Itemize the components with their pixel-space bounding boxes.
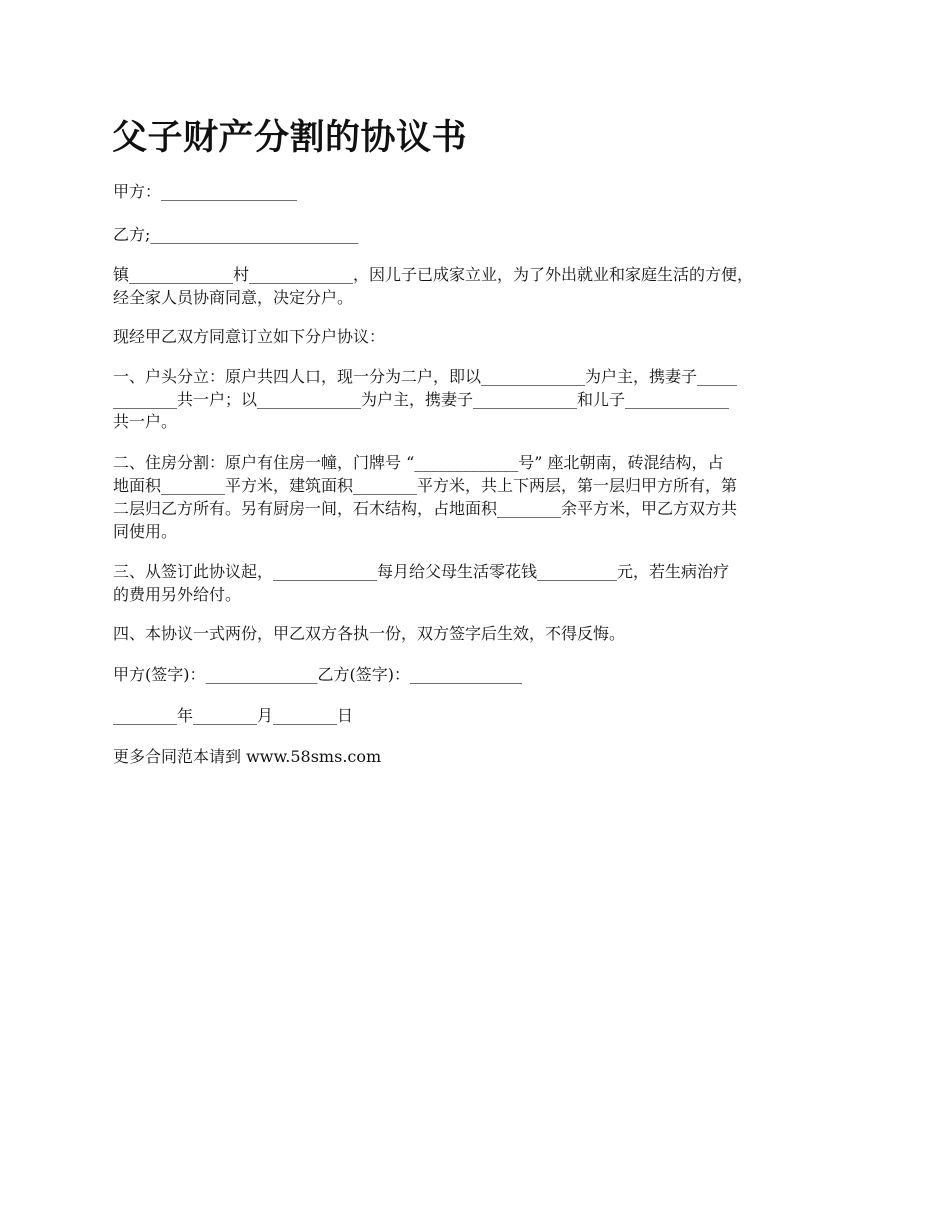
- clause-2-line-4: 同使用。: [113, 522, 178, 541]
- clause-3-line-1: 三、从签订此协议起，_____________每月给父母生活零花钱__________元，若生病治疗: [113, 562, 730, 581]
- clause-2-line-2: 地面积________平方米，建筑面积________平方米，共上下两层，第一层归甲方所有，第: [113, 476, 738, 495]
- date-line: ________年________月________日: [113, 706, 354, 725]
- intro-paragraph-line-1: 镇_____________村_____________，因儿子已成家立业，为了外出就业和家庭生活的方便，: [113, 265, 754, 284]
- clause-1-line-2: ________共一户；以_____________为户主，携妻子_____________和儿子_____________: [113, 390, 730, 409]
- clause-4: 四、本协议一式两份，甲乙双方各执一份，双方签字后生效，不得反悔。: [113, 624, 626, 643]
- document-title: 父子财产分割的协议书: [112, 118, 468, 158]
- agreement-intro: 现经甲乙双方同意订立如下分户协议：: [113, 327, 386, 346]
- clause-2-line-3: 二层归乙方所有。另有厨房一间，石木结构，占地面积________余平方米，甲乙方双方共: [113, 499, 738, 518]
- footer-link-text: 更多合同范本请到 www.58sms.com: [113, 747, 382, 766]
- clause-1-line-1: 一、户头分立：原户共四人口，现一分为二户，即以_____________为户主，携妻子_____: [113, 367, 738, 386]
- party-a-line: 甲方：_________________: [113, 182, 298, 201]
- intro-paragraph-line-2: 经全家人员协商同意，决定分户。: [113, 288, 354, 307]
- clause-1-line-3: 共一户。: [113, 412, 178, 431]
- clause-3-line-2: 的费用另外给付。: [113, 585, 242, 604]
- clause-2-line-1: 二、住房分割：原户有住房一幢，门牌号 “_____________号” 座北朝南，砖混结构，占: [113, 453, 724, 472]
- signature-line: 甲方(签字)：______________乙方(签字)：______________: [113, 665, 522, 684]
- party-b-line: 乙方;__________________________: [113, 225, 359, 244]
